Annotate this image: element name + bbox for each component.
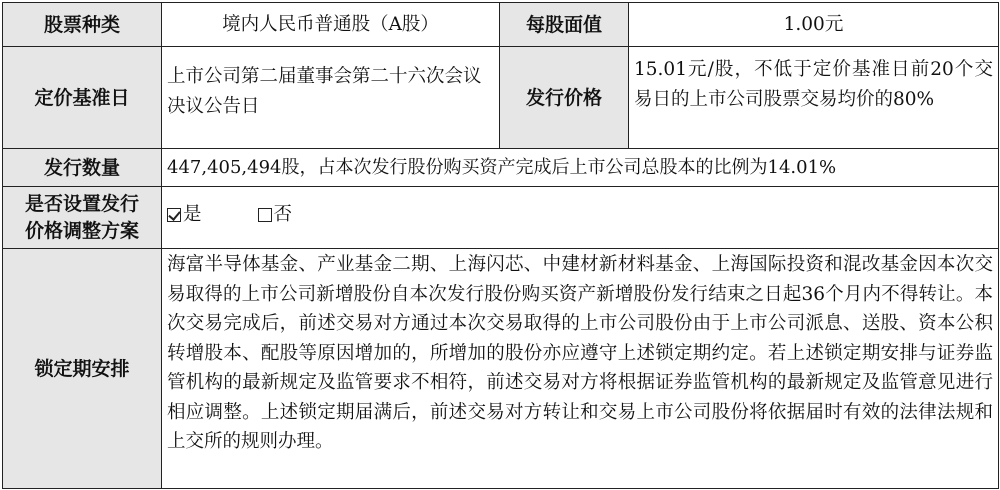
option-no bbox=[258, 200, 293, 230]
issue-price-label: 发行价格 bbox=[500, 47, 629, 149]
price-adjustment-label-line1: 是否设置发行 bbox=[24, 192, 139, 215]
price-adjustment-label-line2: 价格调整方案 bbox=[24, 219, 139, 242]
lockup-value bbox=[162, 249, 998, 488]
lockup-label: 锁定期安排 bbox=[3, 249, 162, 488]
issue-price-value bbox=[629, 47, 998, 149]
option-yes bbox=[167, 200, 202, 230]
pricing-date-text: 上市公司第二届董事会第二十六次会议决议公告日 bbox=[167, 65, 482, 117]
issue-price-text: 15.01元/股，不低于定价基准日前20个交易日的上市公司股票交易均价的80% bbox=[634, 59, 993, 110]
pricing-date-value bbox=[162, 47, 500, 149]
unchecked-box-icon bbox=[258, 208, 272, 222]
option-no-label: 否 bbox=[273, 203, 293, 225]
pricing-date-label: 定价基准日 bbox=[3, 47, 162, 149]
issue-quantity-label: 发行数量 bbox=[3, 149, 162, 187]
stock-type-label: 股票种类 bbox=[3, 3, 162, 47]
lockup-text: 海富半导体基金、产业基金二期、上海闪芯、中建材新材料基金、上海国际投资和混改基金因本次交易取得的上市公司新增股份自本次发行股份购买资产新增股份发行结束之日起36个月内不得转让。本次交易完成后，前述交易对方通过本次交易取得的上市公司股份由于上市公司派息、送股、资本公积转增股本、配股等原因增加的，所增加的股份亦应遵守上述锁定期约定。若上述锁定期安排与证券监管机构的最新规定及监管要求不相符，前述交易对方将根据证券监管机构的最新规定及监管意见进行相应调整。上述锁定期届满后，前述交易对方转让和交易上市公司股份将依据届时有效的法律法规和上交所的规则办理。 bbox=[167, 254, 993, 452]
par-value-label: 每股面值 bbox=[500, 3, 629, 47]
issuance-terms-table bbox=[2, 2, 999, 489]
issue-quantity-value bbox=[162, 149, 998, 187]
price-adjustment-label bbox=[3, 187, 162, 249]
stock-type-value: 境内人民币普通股（A股） bbox=[162, 3, 500, 47]
par-value-value: 1.00元 bbox=[629, 3, 998, 47]
issue-quantity-text: 447,405,494股，占本次发行股份购买资产完成后上市公司总股本的比例为14.01% bbox=[167, 156, 837, 178]
price-adjustment-value bbox=[162, 187, 998, 249]
checked-box-icon bbox=[167, 208, 181, 222]
option-yes-label: 是 bbox=[183, 203, 202, 225]
